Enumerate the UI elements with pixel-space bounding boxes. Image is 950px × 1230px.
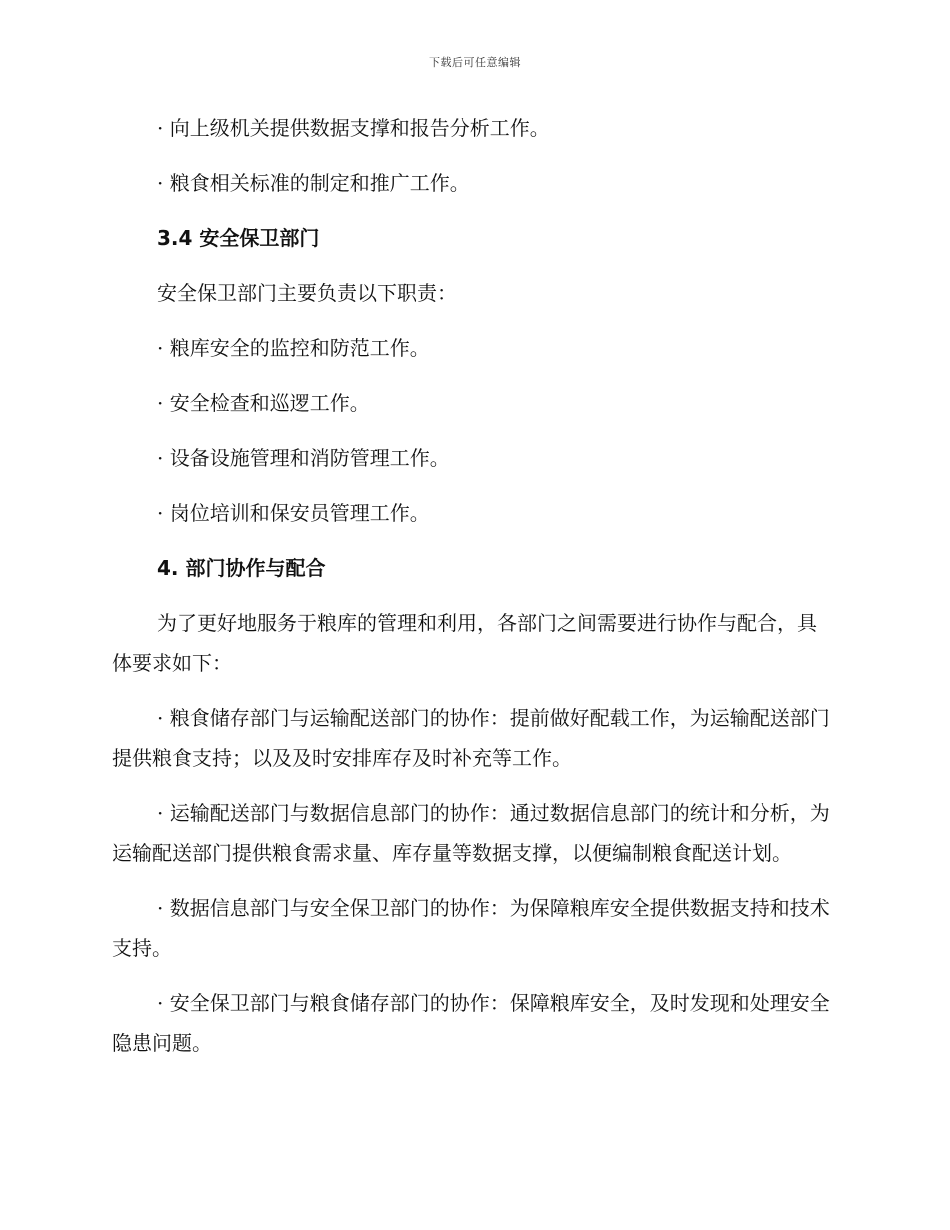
bullet-item: · 粮食储存部门与运输配送部门的协作：提前做好配载工作，为运输配送部门提供粮食支持；以及及时安排库存及时补充等工作。 xyxy=(112,706,830,770)
document-body xyxy=(112,108,832,1063)
section-heading: 4. 部门协作与配合 xyxy=(157,556,326,580)
bullet-item: · 运输配送部门与数据信息部门的协作：通过数据信息部门的统计和分析，为运输配送部门提供粮食需求量、库存量等数据支撑，以便编制粮食配送计划。 xyxy=(112,801,830,865)
section-heading: 3.4 安全保卫部门 xyxy=(157,226,320,250)
bullet-item: · 岗位培训和保安员管理工作。 xyxy=(157,501,430,525)
bullet-item: · 粮库安全的监控和防范工作。 xyxy=(157,336,430,360)
bullet-item: · 数据信息部门与安全保卫部门的协作：为保障粮库安全提供数据支持和技术支持。 xyxy=(112,896,830,960)
page-header: 下载后可任意编辑 xyxy=(429,56,521,69)
bullet-item: · 向上级机关提供数据支撑和报告分析工作。 xyxy=(157,116,550,140)
bullet-item: · 粮食相关标准的制定和推广工作。 xyxy=(157,171,470,195)
paragraph: 为了更好地服务于粮库的管理和利用，各部门之间需要进行协作与配合，具体要求如下： xyxy=(112,611,817,675)
bullet-item: · 安全检查和巡逻工作。 xyxy=(157,391,370,415)
bullet-item: · 设备设施管理和消防管理工作。 xyxy=(157,446,450,470)
bullet-item: · 安全保卫部门与粮食储存部门的协作：保障粮库安全，及时发现和处理安全隐患问题。 xyxy=(112,991,830,1055)
paragraph: 安全保卫部门主要负责以下职责： xyxy=(157,281,457,305)
